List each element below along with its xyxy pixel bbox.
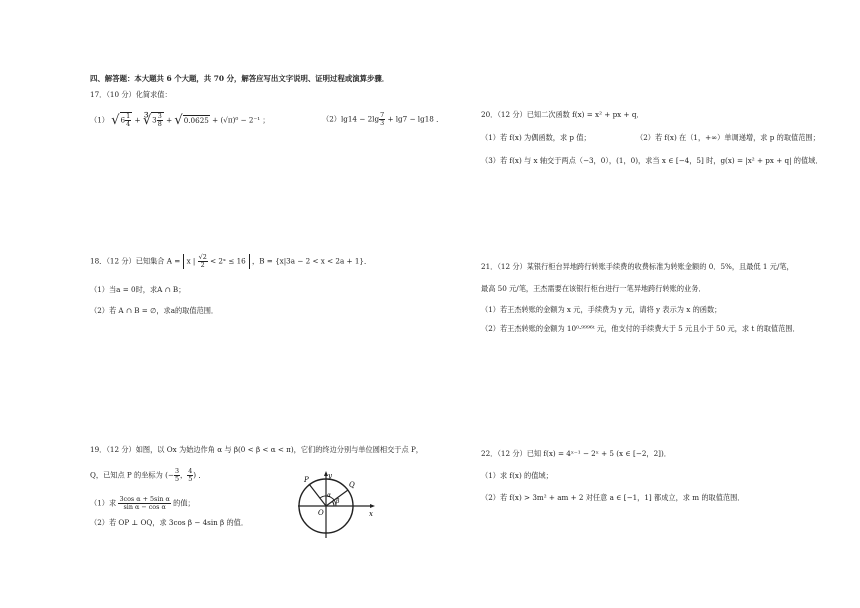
q17-stem: 17．（10 分）化简求值： <box>90 90 172 99</box>
section-header: 四、解答题：本大题共 6 个大题，共 70 分，解答应写出文字说明、证明过程或演算步骤． <box>90 74 390 83</box>
ray-op <box>309 484 326 506</box>
q20-part1: （1）若 f(x) 为偶函数，求 p 值； <box>481 133 591 142</box>
q20-part3: （3）若 f(x) 与 x 轴交于两点（−3，0），(1，0)，求当 x ∈ [−4，5] 时，g(x) = |x² + px + q| 的值域． <box>481 156 823 165</box>
q19-stem: 19．（12 分）如图，以 Ox 为始边作角 α 与 β(0 < β < α < π)，它们的终边分别与单位圆相交于点 P， <box>90 445 423 454</box>
label-q: Q <box>349 481 355 489</box>
angle-arc-beta <box>332 501 334 506</box>
q18-part1: （1）当a = 0时，求A ∩ B； <box>90 285 186 294</box>
q18-stem: 18．（12 分）已知集合 A = x | $\frac{√2}{2}$ < 2ˣ ≤ 16 ，B = {x|3a − 2 < x < 2a + 1}． <box>90 253 372 269</box>
q22-stem: 22．（12 分）已知 f(x) = 4ˣ⁻¹ − 2ˣ + 5 (x ∈ [−2，2])． <box>481 449 671 458</box>
q20-stem: 20．（12 分）已知二次函数 f(x) = x² + px + q． <box>481 110 644 119</box>
q17-part2: （2）lg14 − 2lg $\frac{7}{3}$ + lg7 − lg18 ． <box>322 111 444 127</box>
q18-part2: （2）若 A ∩ B = ∅，求a的取值范围． <box>90 306 219 315</box>
q21-part1: （1）若王杰转账的金额为 x 元，手续费为 y 元，请将 y 表示为 x 的函数； <box>481 305 722 314</box>
label-p: P <box>304 476 309 484</box>
label-alpha: α <box>327 492 332 499</box>
unit-circle-figure <box>296 470 376 540</box>
label-beta: β <box>336 498 340 505</box>
q21-stem: 21．（12 分）某银行柜台异地跨行转账手续费的收费标准为转账金额的 0．5%，且最低 1 元/笔， <box>481 262 794 271</box>
q20-part2: （2）若 f(x) 在（1，+∞）单调递增，求 p 的取值范围； <box>636 133 820 142</box>
x-axis-arrow <box>370 504 375 508</box>
label-y: y <box>328 472 332 480</box>
label-x: x <box>369 510 373 518</box>
q19-part1: （1）求 $\frac{\text{3cos α + 5sin α}}{\text{sin α − cos α}}$ 的值； <box>90 495 195 511</box>
q21-stem-line2: 最高 50 元/笔，王杰需要在该银行柜台进行一笔异地跨行转账的业务． <box>481 284 706 293</box>
q17-part1: （1） √6 $\frac{1}{4}$ + ∛3 $\frac{3}{8}$ + √0.0625 + (√π)⁰ − 2⁻¹ ； <box>90 112 270 128</box>
q22-part1: （1）求 f(x) 的值域； <box>481 471 553 480</box>
q22-part2: （2）若 f(x) > 3m² + am + 2 对任意 a ∈ [−1，1] 都成立，求 m 的取值范围． <box>481 493 745 502</box>
q19-stem-line2: Q，已知点 P 的坐标为 (− $\frac{3}{5}$ ， $\frac{4}{5}$ ) ． <box>90 467 206 483</box>
q21-part2: （2）若王杰转账的金额为 10⁰·⁹⁹⁹⁶ᵗ 元，他支付的手续费大于 5 元且小于 50 元，求 t 的取值范围． <box>481 324 800 333</box>
q19-part2: （2）若 OP ⊥ OQ，求 3cos β − 4sin β 的值． <box>90 518 249 527</box>
label-o: O <box>318 509 324 517</box>
